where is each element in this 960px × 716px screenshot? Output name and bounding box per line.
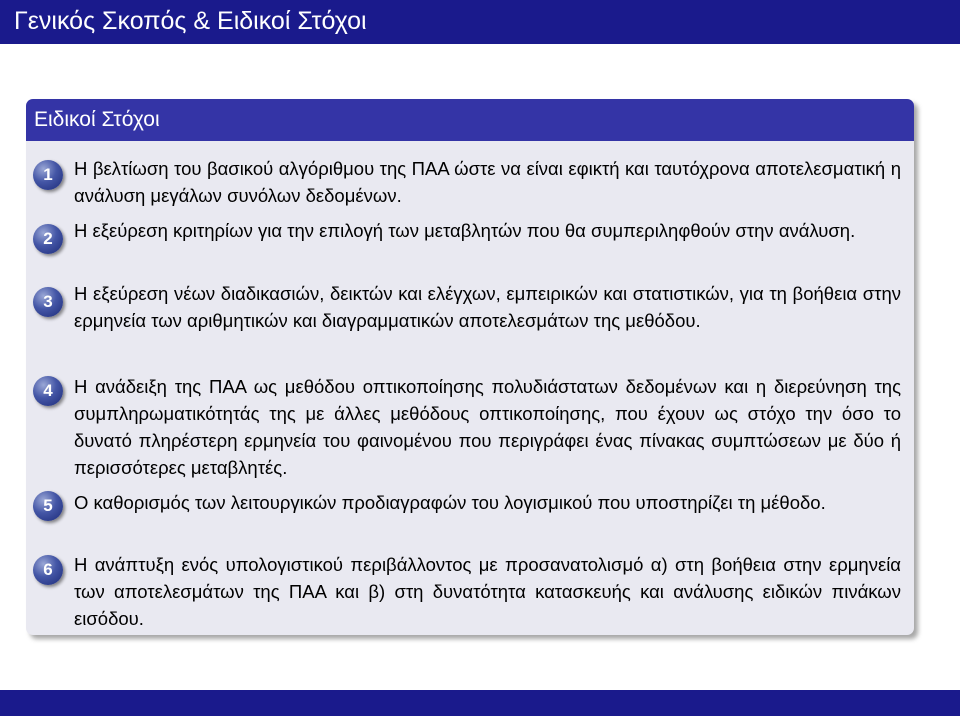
- objective-item-3: Η εξεύρεση νέων διαδικασιών, δεικτών και ελέγχων, εμπειρικών και στατιστικών, για τη βοήθεια στην ερμηνεία των αριθμητικών και διαγραμματικών αποτελεσμάτων της μεθόδου.: [74, 283, 901, 331]
- item-number-2-icon: 2: [33, 224, 63, 254]
- item-number-3-icon: 3: [33, 287, 63, 317]
- block-title: Ειδικοί Στόχοι: [34, 108, 160, 131]
- block-header: [26, 99, 914, 141]
- objective-item-4: Η ανάδειξη της ΠΑΑ ως μεθόδου οπτικοποίησης πολυδιάστατων δεδομένων και η διερεύνηση της συμπληρωματικότητάς της με άλλες μεθόδους οπτικοποίησης, που έχουν ως στόχο την όσο το δυνατό πληρέστερη ερμηνεία του φαινομένου που περιγράφει ένας πίνακας συμπτώσεων με δύο ή περισσότερες μεταβλητές.: [74, 376, 901, 478]
- item-number-1-icon: 1: [33, 160, 63, 190]
- slide-title-bar: [0, 0, 960, 44]
- item-number-5-icon: 5: [33, 491, 63, 521]
- objectives-block: [26, 99, 914, 635]
- slide-title: Γενικός Σκοπός & Ειδικοί Στόχοι: [14, 7, 367, 35]
- objective-item-5: Ο καθορισμός των λειτουργικών προδιαγραφών του λογισμικού που υποστηρίζει τη μέθοδο.: [74, 492, 826, 513]
- objective-item-6: Η ανάπτυξη ενός υπολογιστικού περιβάλλοντος με προσανατολισμό α) στη βοήθεια στην ερμηνεία των αποτελεσμάτων της ΠΑΑ και β) στη δυνατότητα κατασκευής και ανάλυσης ειδικών πινάκων εισόδου.: [74, 554, 901, 629]
- item-number-6-icon: 6: [33, 555, 63, 585]
- item-number-4-icon: 4: [33, 376, 63, 406]
- objective-item-1: Η βελτίωση του βασικού αλγόριθμου της ΠΑΑ ώστε να είναι εφικτή και ταυτόχρονα αποτελεσματική η ανάλυση μεγάλων συνόλων δεδομένων.: [74, 158, 901, 206]
- slide-footer-bar: [0, 690, 960, 716]
- objective-item-2: Η εξεύρεση κριτηρίων για την επιλογή των μεταβλητών που θα συμπεριληφθούν στην ανάλυση.: [74, 220, 856, 241]
